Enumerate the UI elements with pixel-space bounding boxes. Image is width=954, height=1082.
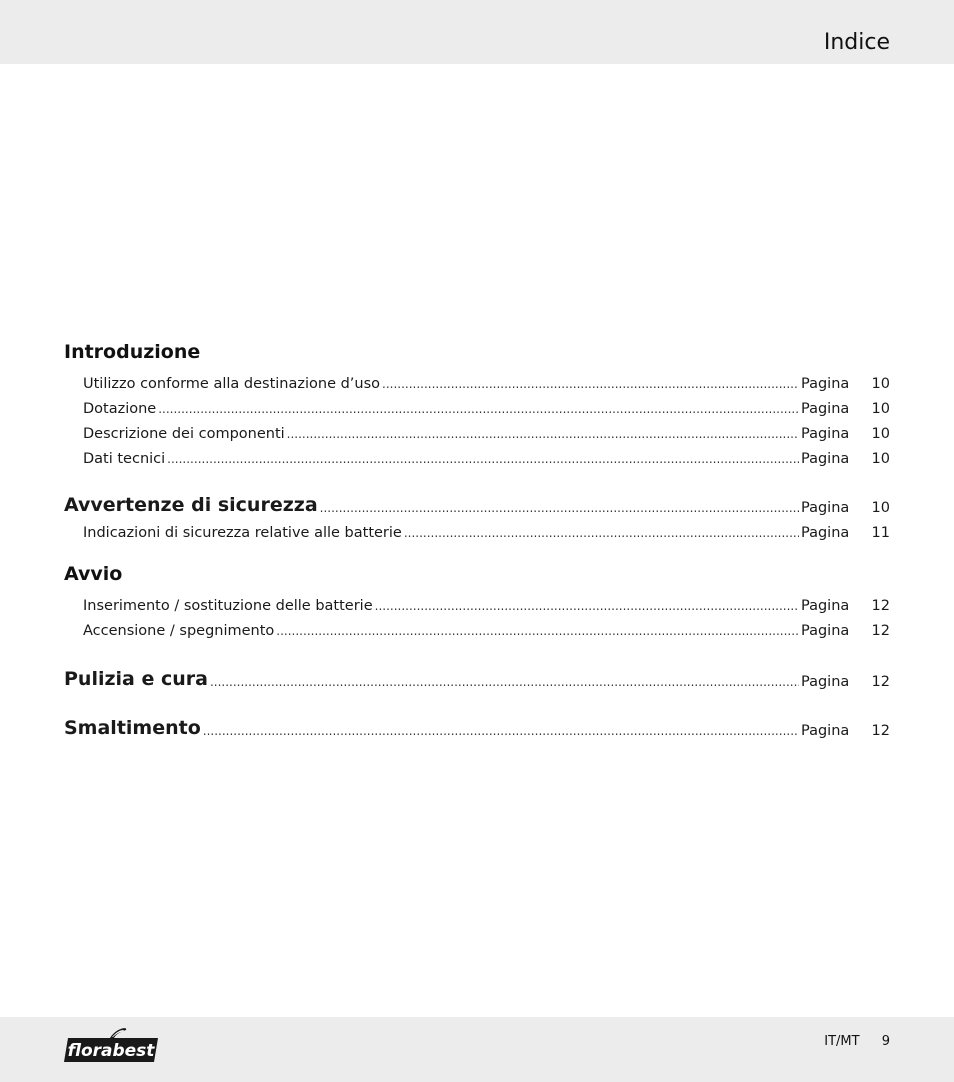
section-title: Introduzione (64, 341, 201, 363)
page-number: 12 (871, 674, 890, 690)
page-number: 10 (871, 401, 890, 417)
toc-section-avvertenze (64, 486, 890, 542)
page-word: Pagina (801, 598, 850, 614)
florabest-logo (64, 1024, 160, 1064)
entry-label: Indicazioni di sicurezza relative alle batterie (83, 525, 402, 541)
page-title: Indice (823, 30, 890, 55)
toc-entry[interactable] (64, 418, 890, 443)
page-number-footer: 9 (881, 1034, 890, 1049)
section-title: Pulizia e cura (64, 668, 208, 690)
toc-entry[interactable] (64, 517, 890, 542)
dot-leader (320, 499, 799, 517)
page-word: Pagina (801, 674, 850, 690)
dot-leader (375, 597, 799, 615)
table-of-contents (64, 340, 890, 740)
entry-label: Dati tecnici (83, 451, 166, 467)
page-number: 12 (871, 723, 890, 739)
entry-label: Inserimento / sostituzione delle batterie (83, 598, 373, 614)
logo-text: florabest (67, 1041, 155, 1061)
page-word: Pagina (801, 451, 850, 467)
entry-label: Accensione / spegnimento (83, 623, 275, 639)
page-word: Pagina (801, 376, 850, 392)
section-title: Avvio (64, 563, 123, 585)
toc-section-avvio (64, 562, 890, 640)
locale-code: IT/MT (824, 1034, 860, 1049)
entry-label: Descrizione dei componenti (83, 426, 285, 442)
dot-leader (158, 400, 799, 418)
toc-section-introduzione (64, 340, 890, 468)
toc-section-smaltimento (64, 709, 890, 740)
page-word: Pagina (801, 723, 850, 739)
toc-section-pulizia (64, 660, 890, 691)
dot-leader (276, 622, 799, 640)
toc-entry-heading[interactable] (64, 486, 890, 517)
spacer (64, 542, 890, 562)
page-number: 10 (871, 500, 890, 516)
toc-entry[interactable] (64, 615, 890, 640)
dot-leader (167, 450, 799, 468)
header-bar (0, 0, 954, 64)
toc-entry[interactable] (64, 590, 890, 615)
footer-info (824, 1034, 890, 1049)
toc-entry-heading[interactable] (64, 709, 890, 740)
dot-leader (404, 524, 799, 542)
dot-leader (382, 375, 799, 393)
spacer (64, 468, 890, 486)
section-title: Avvertenze di sicurezza (64, 494, 318, 516)
page-word: Pagina (801, 500, 850, 516)
dot-leader (287, 425, 799, 443)
page-number: 12 (871, 598, 890, 614)
page-word: Pagina (801, 623, 850, 639)
page-word: Pagina (801, 525, 850, 541)
page-word: Pagina (801, 426, 850, 442)
toc-entry[interactable] (64, 393, 890, 418)
page-number: 11 (871, 525, 890, 541)
page-word: Pagina (801, 401, 850, 417)
page-number: 10 (871, 376, 890, 392)
spacer (64, 691, 890, 709)
dot-leader (210, 673, 799, 691)
toc-entry[interactable] (64, 368, 890, 393)
spacer (64, 640, 890, 660)
page-number: 10 (871, 451, 890, 467)
toc-entry-heading[interactable] (64, 660, 890, 691)
entry-label: Dotazione (83, 401, 157, 417)
page-number: 10 (871, 426, 890, 442)
toc-entry[interactable] (64, 443, 890, 468)
section-title: Smaltimento (64, 717, 201, 739)
dot-leader (203, 722, 799, 740)
page-number: 12 (871, 623, 890, 639)
entry-label: Utilizzo conforme alla destinazione d’uso (83, 376, 381, 392)
